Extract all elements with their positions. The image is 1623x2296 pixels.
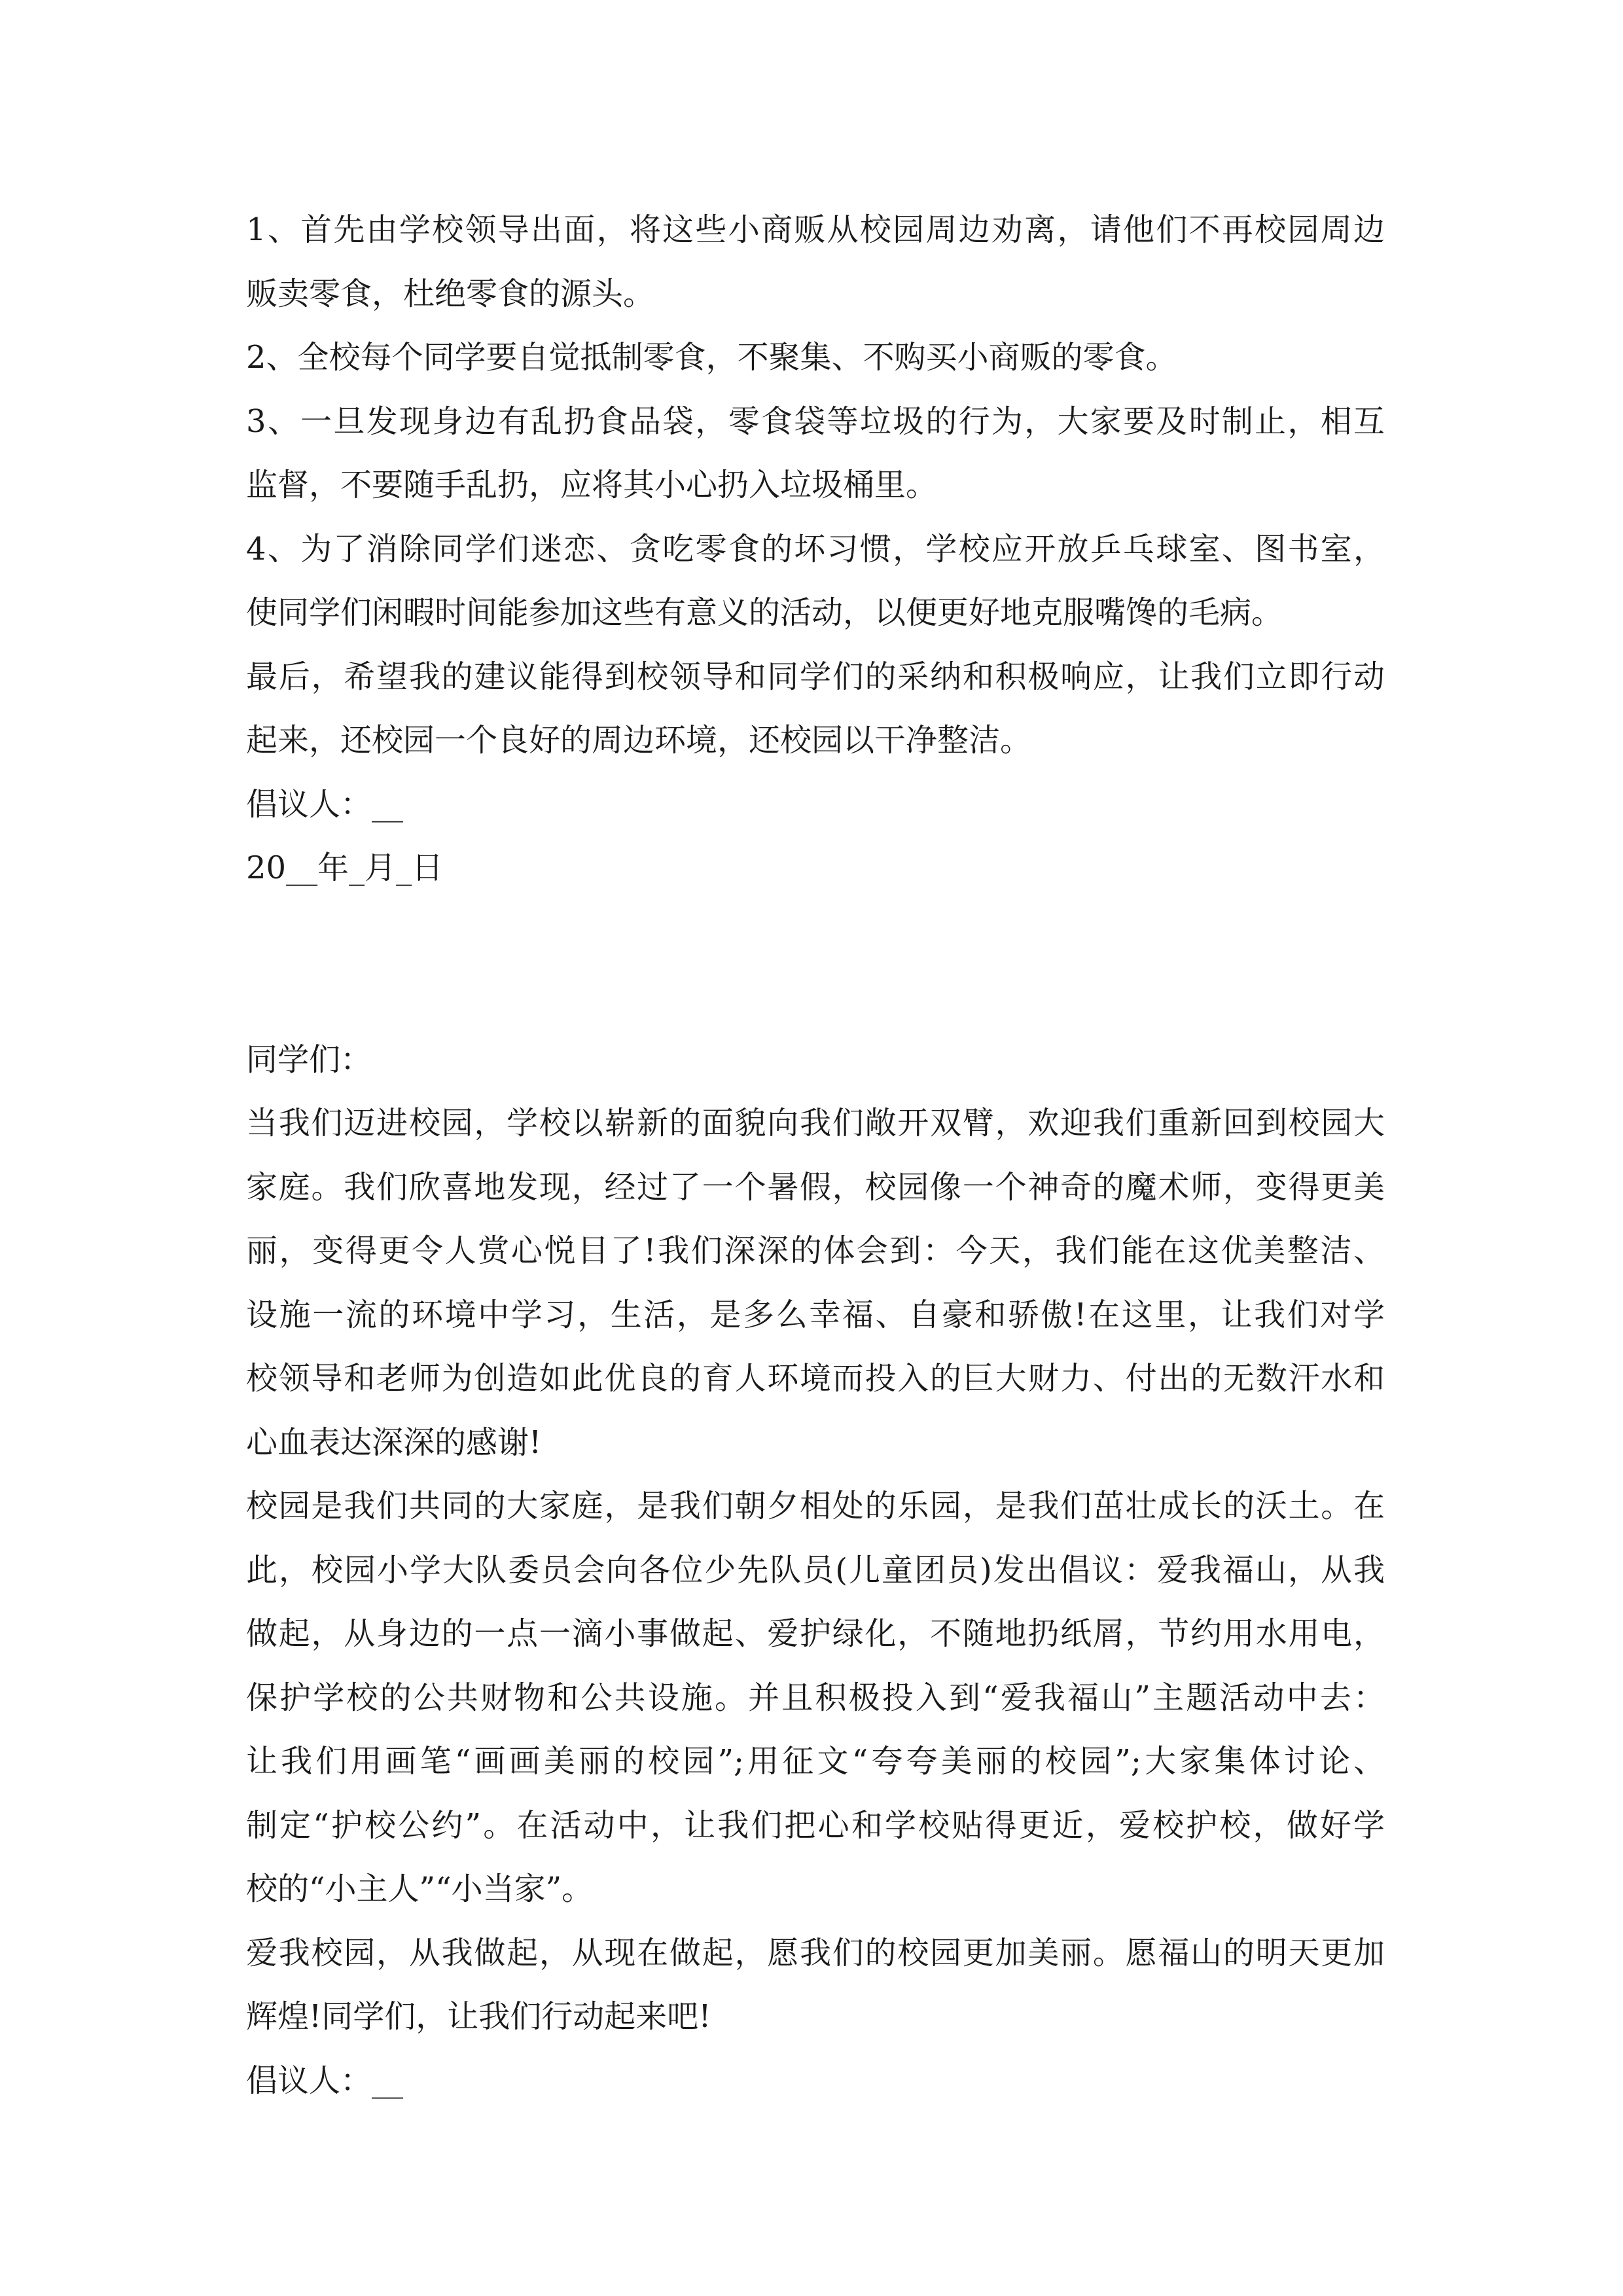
signature-line: 倡议人：__	[246, 785, 404, 823]
paragraph-line: 设施一流的环境中学习，生活，是多么幸福、自豪和骄傲!在这里，让我们对学	[246, 1296, 1385, 1333]
paragraph-line: 丽，变得更令人赏心悦目了!我们深深的体会到：今天，我们能在这优美整洁、	[246, 1232, 1385, 1269]
section-spacer	[246, 901, 1385, 1028]
paragraph-line: 1、首先由学校领导出面，将这些小商贩从校园周边劝离，请他们不再校园周边	[246, 211, 1385, 248]
paragraph-line: 心血表达深深的感谢!	[246, 1424, 542, 1461]
salutation: 同学们：	[246, 1041, 372, 1078]
signature-line: 倡议人：__	[246, 2062, 404, 2099]
paragraph-line: 监督，不要随手乱扔，应将其小心扔入垃圾桶里。	[246, 467, 938, 503]
paragraph-line: 4、为了消除同学们迷恋、贪吃零食的坏习惯，学校应开放乒乓球室、图书室，	[246, 530, 1385, 567]
paragraph-line: 家庭。我们欣喜地发现，经过了一个暑假，校园像一个神奇的魔术师，变得更美	[246, 1168, 1385, 1206]
paragraph-line: 校的“小主人”“小当家”。	[246, 1871, 594, 1907]
paragraph-line: 此，校园小学大队委员会向各位少先队员(儿童团员)发出倡议：爱我福山，从我	[246, 1551, 1385, 1588]
paragraph-line: 辉煌!同学们，让我们行动起来吧!	[246, 1998, 711, 2035]
paragraph-line: 当我们迈进校园，学校以崭新的面貌向我们敞开双臂，欢迎我们重新回到校园大	[246, 1105, 1385, 1141]
paragraph-line: 爱我校园，从我做起，从现在做起，愿我们的校园更加美丽。愿福山的明天更加	[246, 1934, 1385, 1971]
paragraph-line: 使同学们闲暇时间能参加这些有意义的活动，以便更好地克服嘴馋的毛病。	[246, 594, 1283, 631]
paragraph-line: 起来，还校园一个良好的周边环境，还校园以干净整洁。	[246, 722, 1032, 759]
section-proposal-measures	[246, 198, 1385, 901]
document-page	[246, 198, 1385, 2113]
paragraph-line: 校园是我们共同的大家庭，是我们朝夕相处的乐园，是我们茁壮成长的沃土。在	[246, 1488, 1385, 1524]
paragraph-line: 3、一旦发现身边有乱扔食品袋，零食袋等垃圾的行为，大家要及时制止，相互	[246, 403, 1385, 440]
date-line: 20__年_月_日	[246, 850, 444, 886]
section-campus-proposal	[246, 1028, 1385, 2113]
paragraph-line: 让我们用画笔“画画美丽的校园”;用征文“夸夸美丽的校园”;大家集体讨论、	[246, 1743, 1385, 1780]
paragraph-line: 做起，从身边的一点一滴小事做起、爱护绿化，不随地扔纸屑，节约用水用电，	[246, 1615, 1385, 1652]
paragraph-line: 贩卖零食，杜绝零食的源头。	[246, 275, 655, 312]
paragraph-line: 保护学校的公共财物和公共设施。并且积极投入到“爱我福山”主题活动中去：	[246, 1679, 1385, 1716]
paragraph-line: 制定“护校公约”。在活动中，让我们把心和学校贴得更近，爱校护校，做好学	[246, 1806, 1385, 1844]
paragraph-line: 2、全校每个同学要自觉抵制零食，不聚集、不购买小商贩的零食。	[246, 339, 1177, 376]
paragraph-line: 最后，希望我的建议能得到校领导和同学们的采纳和积极响应，让我们立即行动	[246, 658, 1385, 695]
paragraph-line: 校领导和老师为创造如此优良的育人环境而投入的巨大财力、付出的无数汗水和	[246, 1360, 1385, 1397]
